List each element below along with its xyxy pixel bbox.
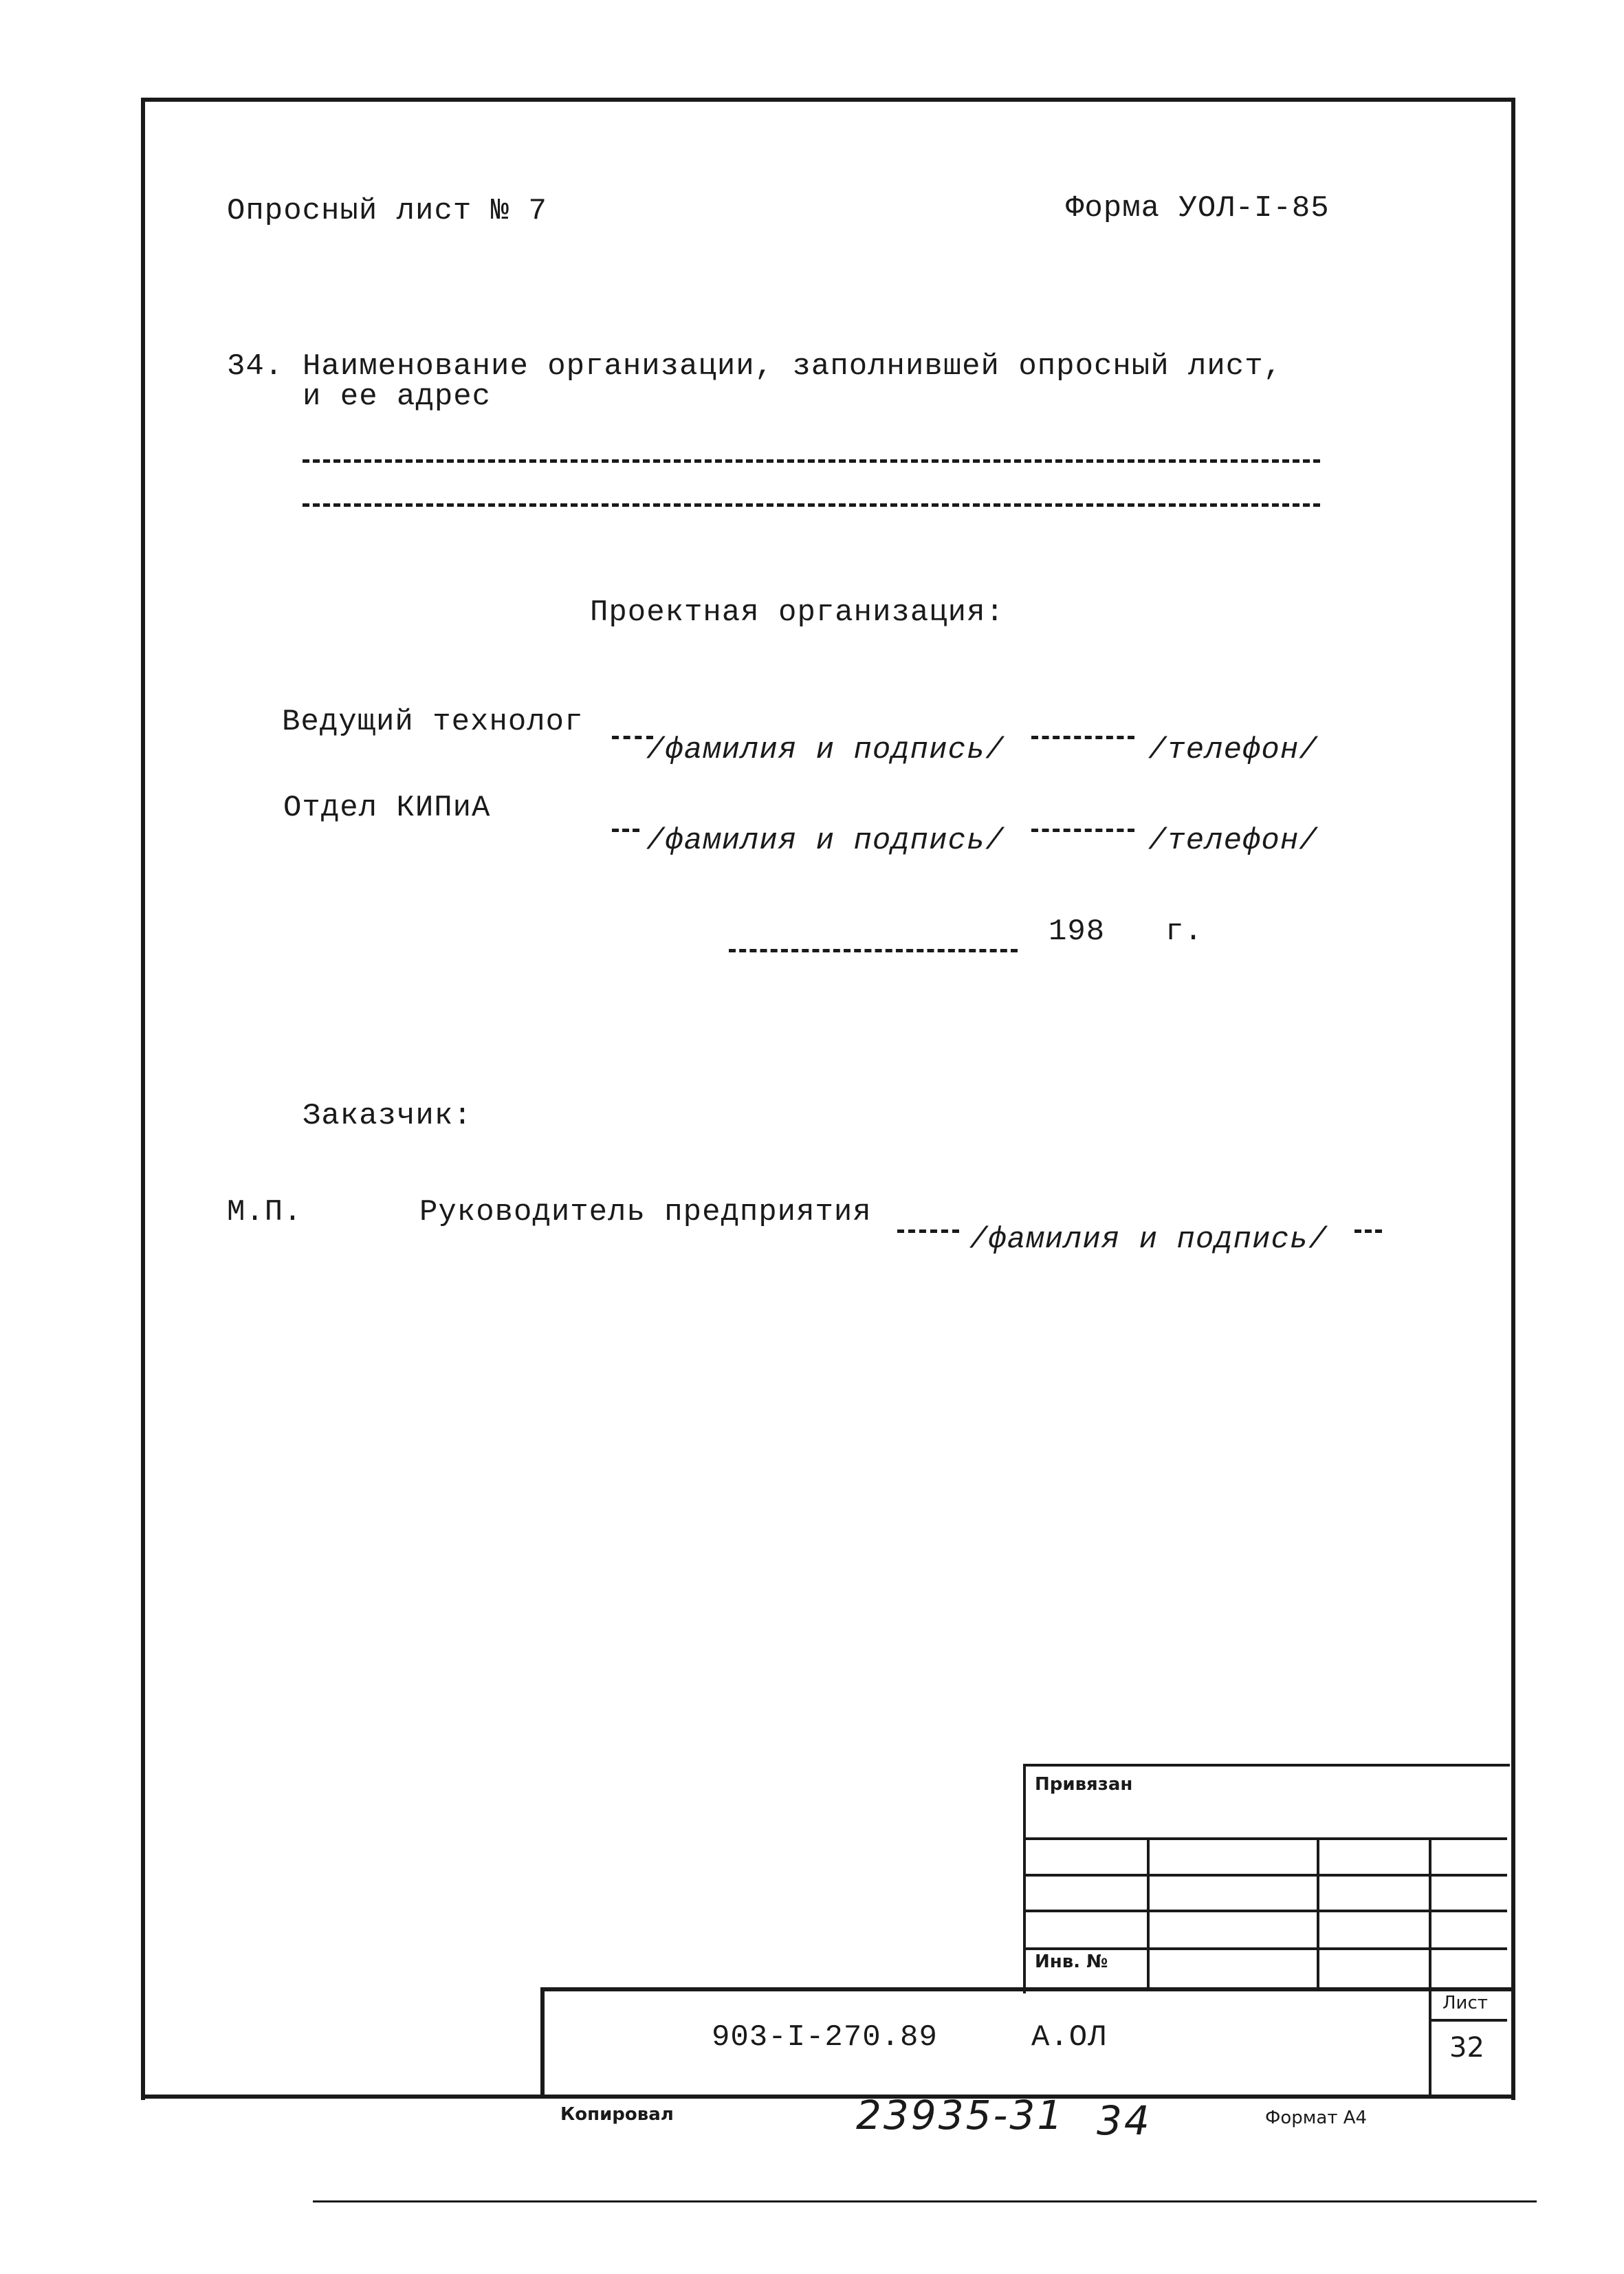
date-fill-line[interactable]	[729, 949, 1018, 952]
design-org-heading: Проектная организация:	[590, 595, 1005, 630]
lead-tech-name-hint: /фамилия и подпись/	[646, 733, 1005, 767]
customer-name-hint: /фамилия и подпись/	[969, 1223, 1328, 1257]
doc-code: 903-I-270.89	[712, 2020, 938, 2055]
kip-name-line[interactable]	[612, 829, 639, 832]
tb-row-line-1	[1023, 1837, 1507, 1840]
item-text-line1: Наименование организации, заполнившей опросный лист,	[303, 349, 1283, 384]
doc-suffix: А.ОЛ	[1031, 2020, 1107, 2055]
customer-name-line-end[interactable]	[1354, 1229, 1382, 1233]
role-kip-dept: Отдел КИПиА	[283, 791, 491, 825]
year-suffix: г.	[1165, 915, 1203, 949]
kip-name-hint: /фамилия и подпись/	[646, 824, 1005, 858]
address-fill-line-2[interactable]	[303, 503, 1320, 507]
role-lead-technologist: Ведущий технолог	[282, 705, 584, 739]
format-label: Формат А4	[1265, 2108, 1368, 2128]
sheet-label: Лист	[1442, 1993, 1488, 2013]
title-block-main	[540, 1987, 1511, 2099]
lead-tech-phone-line[interactable]	[1031, 736, 1134, 739]
trim-line	[313, 2200, 1537, 2202]
copied-label: Копировал	[560, 2104, 674, 2125]
tb-row-line-2	[1023, 1874, 1507, 1877]
bound-label: Привязан	[1035, 1774, 1133, 1795]
form-code: Форма УОЛ-I-85	[1066, 191, 1330, 226]
customer-name-line[interactable]	[897, 1229, 959, 1233]
year-prefix: 198	[1049, 915, 1106, 949]
customer-heading: Заказчик:	[303, 1099, 472, 1133]
item-text-line2: и ее адрес	[303, 380, 492, 414]
sheet-cell-divider	[1429, 2019, 1507, 2022]
tb-col-line-2	[1317, 1837, 1319, 1989]
tb-row-line-3	[1023, 1910, 1507, 1912]
tb-row-line-4	[1023, 1947, 1507, 1950]
lead-tech-phone-hint: /телефон/	[1148, 733, 1318, 767]
tb-col-line-1	[1147, 1837, 1150, 1989]
sheet-number: 32	[1449, 2032, 1484, 2064]
address-fill-line-1[interactable]	[303, 459, 1320, 463]
sheet-title: Опросный лист № 7	[227, 194, 547, 228]
page-number: 34	[1097, 2097, 1152, 2144]
inv-label: Инв. №	[1035, 1952, 1108, 1972]
customer-role: Руководитель предприятия	[419, 1195, 872, 1229]
kip-phone-line[interactable]	[1031, 829, 1134, 832]
order-number: 23935-31	[856, 2092, 1065, 2139]
stamp-label: М.П.	[227, 1195, 303, 1229]
item-number: 34.	[227, 349, 284, 384]
kip-phone-hint: /телефон/	[1148, 824, 1318, 858]
